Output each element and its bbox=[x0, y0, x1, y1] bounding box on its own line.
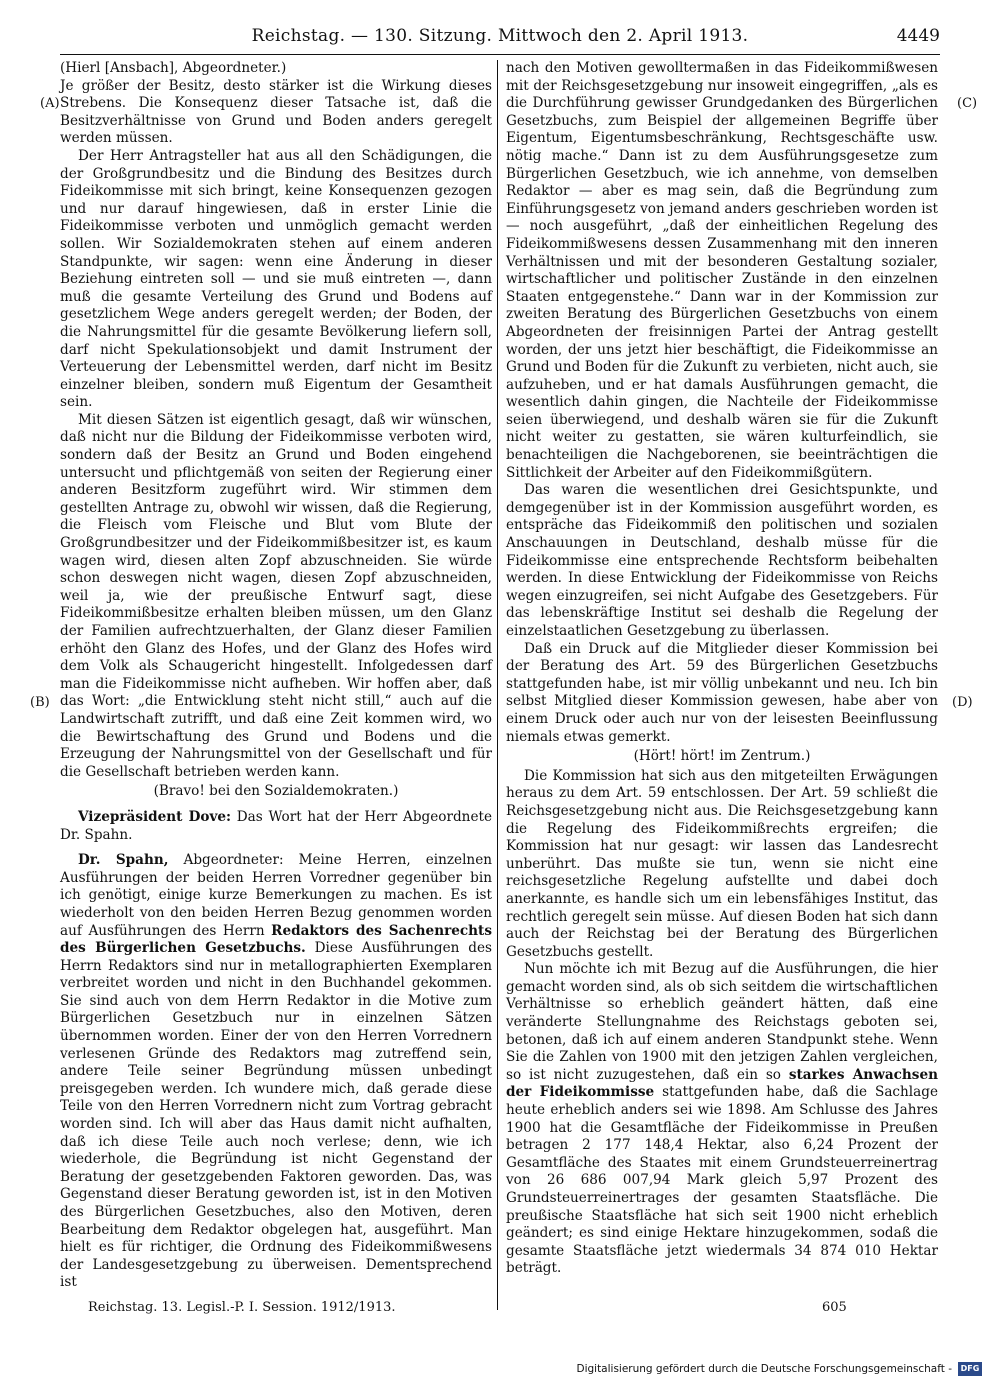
paragraph: Mit diesen Sätzen ist eigentlich gesagt, daß wir wünschen, daß nicht nur die Bildung der Fideikommisse verboten wird, sondern daß der Besitz an Grund und Boden eingehend untersucht und pflichtgemäß von seiten der Regierung einer anderen Besitzform zugeführt wird. Wir stimmen dem gestellten Antrage zu, obwohl wir wissen, daß die Regierung, die Fleisch vom Fleische und Blut vom Blute der Großgrundbesitzer und der Fideikommißbesitzer ist, es kaum wagen wird, diesen alten Zopf abzuschneiden. Sie würde schon deswegen nicht wagen, diesen Zopf abzuschneiden, weil ja, wie der preußische Entwurf sagt, diese Fideikommißbesitze erhalten bleiben müssen, um den Glanz der Familien aufrechtzuerhalten, der Glanz dieser Familien erhöht den Glanz des Hofes, und der Glanz des Hofes wird dem Volk als Schaugericht hingestellt. Infolgedessen darf man die Fideikommisse nicht aufheben. Wir hoffen aber, daß das Wort: „die Entwicklung steht nicht still,“ auch auf die Landwirtschaft zutrifft, und daß eine Zeit kommen wird, wo die Bewirtschaftung des Grund und Bodens und die Erzeugung der Nahrungsmittel von der Gesellschaft und für die Gesellschaft betrieben werden kann. bbox=[60, 411, 492, 780]
right-column bbox=[506, 60, 938, 1278]
paragraph: Je größer der Besitz, desto stärker ist die Wirkung dieses Strebens. Die Konsequenz dieser Tatsache ist, daß die Besitzverhältnisse von Grund und Boden anders geregelt werden müssen. bbox=[60, 77, 492, 147]
paragraph: Der Herr Antragsteller hat aus all den Schädigungen, die der Großgrundbesitz und die Bindung des Besitzes durch Fideikommisse mit sich bringt, keine Konsequenzen gezogen und nur darauf hingewiesen, daß in erster Linie die Fideikommisse verboten und unmöglich gemacht werden sollen. Wir Sozialdemokraten stehen auf einem anderen Standpunkte, wir sagen: wenn eine Änderung in dieser Beziehung eintreten soll — und sie muß eintreten —, dann muß die gesamte Verteilung des Grund und Bodens auf gesetzlichem Wege anders geregelt werden; der Boden, der die Nahrungsmittel für die gesamte Bevölkerung liefern soll, darf nicht Spekulationsobjekt und damit Instrument der Verteuerung der Lebensmittel werden, darf nicht im Besitz einzelner bleiben, sondern muß Eigentum der Gesamtheit sein. bbox=[60, 147, 492, 411]
header-title: Reichstag. — 130. Sitzung. Mittwoch den 2. April 1913. bbox=[251, 26, 749, 46]
paragraph: nach den Motiven gewolltermaßen in das Fideikommißwesen mit der Reichsgesetzgebung nur insoweit eingegriffen, „als es die Durchführung gewisser Grundgedanken des Bürgerlichen Gesetzbuchs, zum Beispiel der allgemeinen Begriffe über Eigentum, Eigentumsbeschränkung, Rechtsgeschäfte usw. nötig mache.“ Dann ist zu dem Ausführungsgesetze zum Bürgerlichen Gesetzbuch, wie ich annehme, von demselben Redaktor — aber es mag sein, daß die Begründung zum Einführungsgesetz von jemand anders geschrieben worden ist — noch ausgeführt, „daß der einheitlichen Regelung des Fideikommißwesens dessen Zusammenhang mit den inneren Verhältnissen und mit der besonderen Gestaltung sozialer, wirtschaftlicher und politischer Zustände in den einzelnen Staaten entgegenstehe.“ Dann war in der Kommission zur zweiten Beratung des Bürgerlichen Gesetzbuchs von einem Abgeordneten der freisinnigen Partei der Antrag gestellt worden, der uns jetzt hier beschäftigt, die Fideikommisse an Grund und Boden für die Zukunft zu verbieten, nicht auch, sie aufzuheben, und er hat damals Ausführungen gemacht, die wesentlich dahin gingen, die Nachteile der Fideikommisse seien überwiegend, und deshalb wären sie für die Zukunft nicht weiter zu gestatten, sie wären kulturfeindlich, sie benachteiligen die Nachgeborenen, sie beeinträchtigen die Sittlichkeit der Arbeiter auf den Fideikommißgütern. bbox=[506, 60, 938, 481]
margin-mark-a: (A) bbox=[40, 96, 60, 111]
paragraph: Daß ein Druck auf die Mitglieder dieser Kommission bei der Beratung des Art. 59 des Bürgerlichen Gesetzbuchs stattgefunden habe, ist mir völlig unbekannt und neu. Ich bin selbst Mitglied dieser Kommission gewesen, habe aber von einem Druck oder auch nur von der leisesten Beeinflussung niemals etwas gemerkt. bbox=[506, 640, 938, 745]
speaker-name: Dr. Spahn, bbox=[78, 852, 169, 869]
speech-text: Meine Herren, einzelnen Ausführungen der beiden Herren Vorredner gegenüber bin ich genötigt, einige kurze Bemerkungen zu machen. Es ist wiederholt von den beiden Herren Bezug genommen worden auf Ausführungen des Herrn bbox=[60, 852, 492, 939]
margin-mark-c: (C) bbox=[957, 96, 978, 111]
speech-text: Das Wort hat der Herr Abgeordnete Dr. Spahn. bbox=[60, 808, 492, 843]
digitization-credit bbox=[576, 1362, 982, 1376]
speaker-tag: (Hierl [Ansbach], Abgeordneter.) bbox=[60, 60, 287, 76]
applause-note: (Bravo! bei den Sozialdemokraten.) bbox=[153, 783, 399, 800]
emphasis-text: Redaktors des Sachenrechts des Bürgerlichen Gesetzbuchs. bbox=[60, 922, 492, 957]
speech-text: stattgefunden habe, daß die Sachlage heute erheblich anders sei wie 1898. Am Schlusse des Jahres 1900 hat die Gesamtfläche der Fideikommisse in Preußen betragen 2 177 148,4 Hektar, also 6,24 Prozent der Gesamtfläche des Staates mit einem Grundsteuerreinertrag von 26 686 007,94 Mark gleich 5,97 Prozent des Grundsteuerreinertrages der gesamten Staatsfläche. Die preußische Staatsfläche hat sich seit 1900 nicht erheblich geändert; es sind einige Hektare hinzugekommen, sodaß die gesamte Staatsfläche jetzt wiedermals 34 874 010 Hektar beträgt. bbox=[506, 1084, 938, 1277]
page-number: 4449 bbox=[896, 26, 940, 46]
paragraph bbox=[60, 852, 492, 1292]
paragraph: Die Kommission hat sich aus den mitgeteilten Erwägungen heraus zu dem Art. 59 entschlossen. Der Art. 59 schließt die Reichsgesetzgebung nicht aus. Die Reichsgesetzgebung kann die Regelung des Fideikommißrechts ergreifen; die Kommission hat nur gesagt: wir lassen das Landesrecht unberührt. Das mußte sie tun, wenn sie nicht eine reichsgesetzliche Regelung aufstellte und dabei doch anerkannte, es handle sich um ein lebensfähiges Institut, das rechtlich geregelt sein müsse. Auf diesen Boden hat sich dann auch der Reichstag bei der Beratung des Bürgerlichen Gesetzbuchs gestellt. bbox=[506, 767, 938, 960]
paragraph bbox=[506, 961, 938, 1278]
dfg-logo: DFG bbox=[958, 1362, 982, 1376]
speech-text: Nun möchte ich mit Bezug auf die Ausführungen, die hier gemacht worden sind, als ob sich seitdem die wirtschaftlichen Verhältnisse so erheblich geändert hätten, daß eine veränderte Stellungnahme des Reichstags geboten sei, betonen, daß ich auf einem anderen Standpunkt stehe. Wenn Sie die Zahlen von 1900 mit den jetzigen Zahlen vergleichen, so ist nicht zuzugestehen, daß ein so bbox=[506, 961, 938, 1083]
paragraph: Das waren die wesentlichen drei Gesichtspunkte, und demgegenüber ist in der Kommission ausgeführt worden, es entspräche das Fideikommiß den politischen und sozialen Anschauungen in Deutschland, deshalb müsse für die Fideikommisse eine entsprechende Rechtsform beibehalten werden. In diese Entwicklung der Fideikommisse von Reichs wegen einzugreifen, sei nicht Aufgabe des Gesetzgebers. Für das lebenskräftige Institut sei deshalb die Regelung der einzelstaatlichen Gesetzgebung zu überlassen. bbox=[506, 482, 938, 639]
footer-sheet-number: 605 bbox=[822, 1300, 847, 1315]
footer-session-info: Reichstag. 13. Legisl.-P. I. Session. 1912/1913. bbox=[88, 1300, 396, 1315]
credit-text: Digitalisierung gefördert durch die Deutsche Forschungsgemeinschaft - bbox=[576, 1363, 952, 1375]
speaker-role: Abgeordneter: bbox=[183, 852, 284, 869]
margin-mark-d: (D) bbox=[952, 695, 973, 710]
speaker-name: Vizepräsident Dove: bbox=[78, 808, 232, 825]
interjection-note: (Hört! hört! im Zentrum.) bbox=[633, 748, 811, 765]
paragraph bbox=[60, 809, 492, 844]
margin-mark-b: (B) bbox=[30, 695, 50, 710]
speech-text: Diese Ausführungen des Herrn Redaktors sind nur in metallographierten Exemplaren verbreitet worden und nicht in den Buchhandel gekommen. Sie sind auch von dem Herrn Redaktor in die Motive zum Bürgerlichen Gesetzbuch nur in einzelnen Sätzen übernommen worden. Einer der von den Herren Vorrednern verlesenen Gründe des Redaktors mag zutreffend sein, andere Teile seiner Begründung müssen unbedingt preisgegeben werden. Ich wundere mich, daß gerade diese Teile von den Herren Vorrednern nicht zum Vortrag gebracht worden sind. Ich will aber das Haus damit nicht aufhalten, daß ich diese Teile auch noch verlese; denn, wie ich wiederhole, die Begründung ist nicht Gegenstand der Beratung der gesetzgebenden Faktoren geworden. Das, was Gegenstand dieser Beratung geworden ist, ist in den Motiven des Bürgerlichen Gesetzbuches, also den Motiven, deren Bearbeitung dem Redaktor obgelegen hat, ausgeführt. Man hielt es für richtiger, die Ordnung des Fideikommißwesens der Landesgesetzgebung zu überweisen. Dementsprechend ist bbox=[60, 940, 493, 1291]
left-column bbox=[60, 60, 492, 1292]
page-header bbox=[60, 24, 940, 55]
column-divider bbox=[497, 60, 498, 1310]
emphasis-text: starkes Anwachsen der Fideikommisse bbox=[506, 1066, 938, 1101]
